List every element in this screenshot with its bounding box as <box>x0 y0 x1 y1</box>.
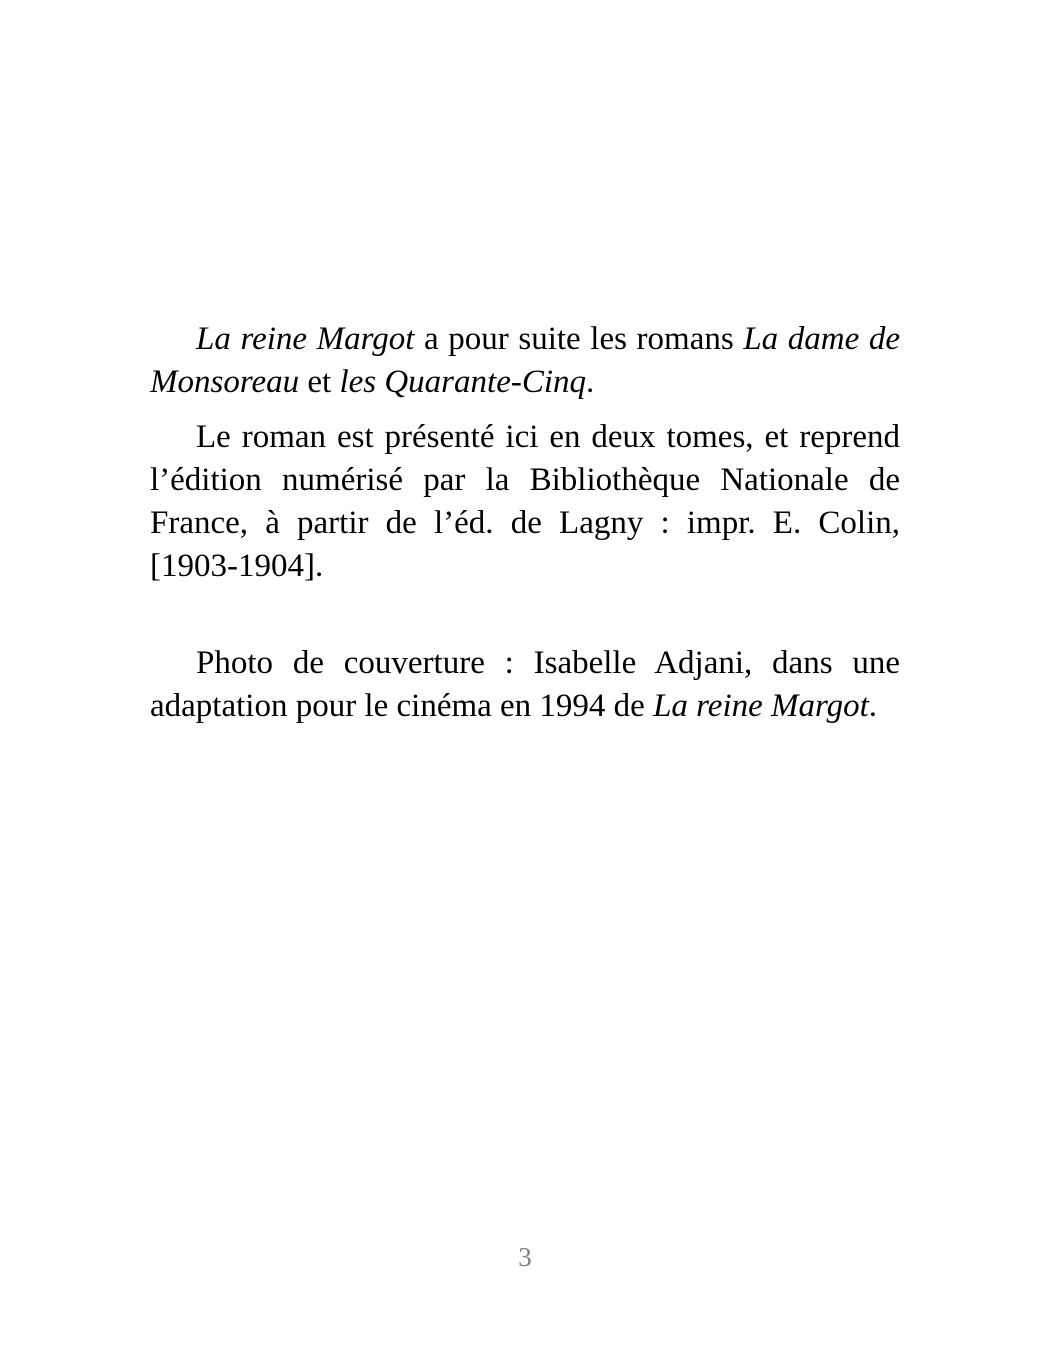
paragraph-text: a pour suite les romans <box>414 321 744 357</box>
paragraph-sequels <box>150 318 900 404</box>
paragraph-text: . <box>586 364 595 400</box>
title-la-reine-margot: La reine Margot <box>196 321 415 357</box>
paragraph-text: Photo de couverture : Isabelle Adjani, dans une adaptation pour le cinéma en 1994 de <box>150 645 900 724</box>
paragraph-edition <box>150 416 900 588</box>
page-number: 3 <box>518 1242 532 1272</box>
paragraph-text: et <box>299 364 340 400</box>
title-la-reine-margot: La reine Margot <box>653 688 869 724</box>
paragraph-text: . <box>868 688 878 724</box>
title-les-quarante-cinq: les Quarante-Cinq <box>339 364 587 400</box>
text-block <box>150 318 900 728</box>
paragraph-cover-photo <box>150 642 900 728</box>
title-la-dame-de-monsoreau: La dame de Monsoreau <box>150 321 900 400</box>
paragraph-text: Le roman est présenté ici en deux tomes, et reprend l’édition numérisé par la Bibliothèque Nationale de France, à partir de l’éd. de Lagny : impr. E. Colin, [1903-1904]. <box>150 419 900 584</box>
